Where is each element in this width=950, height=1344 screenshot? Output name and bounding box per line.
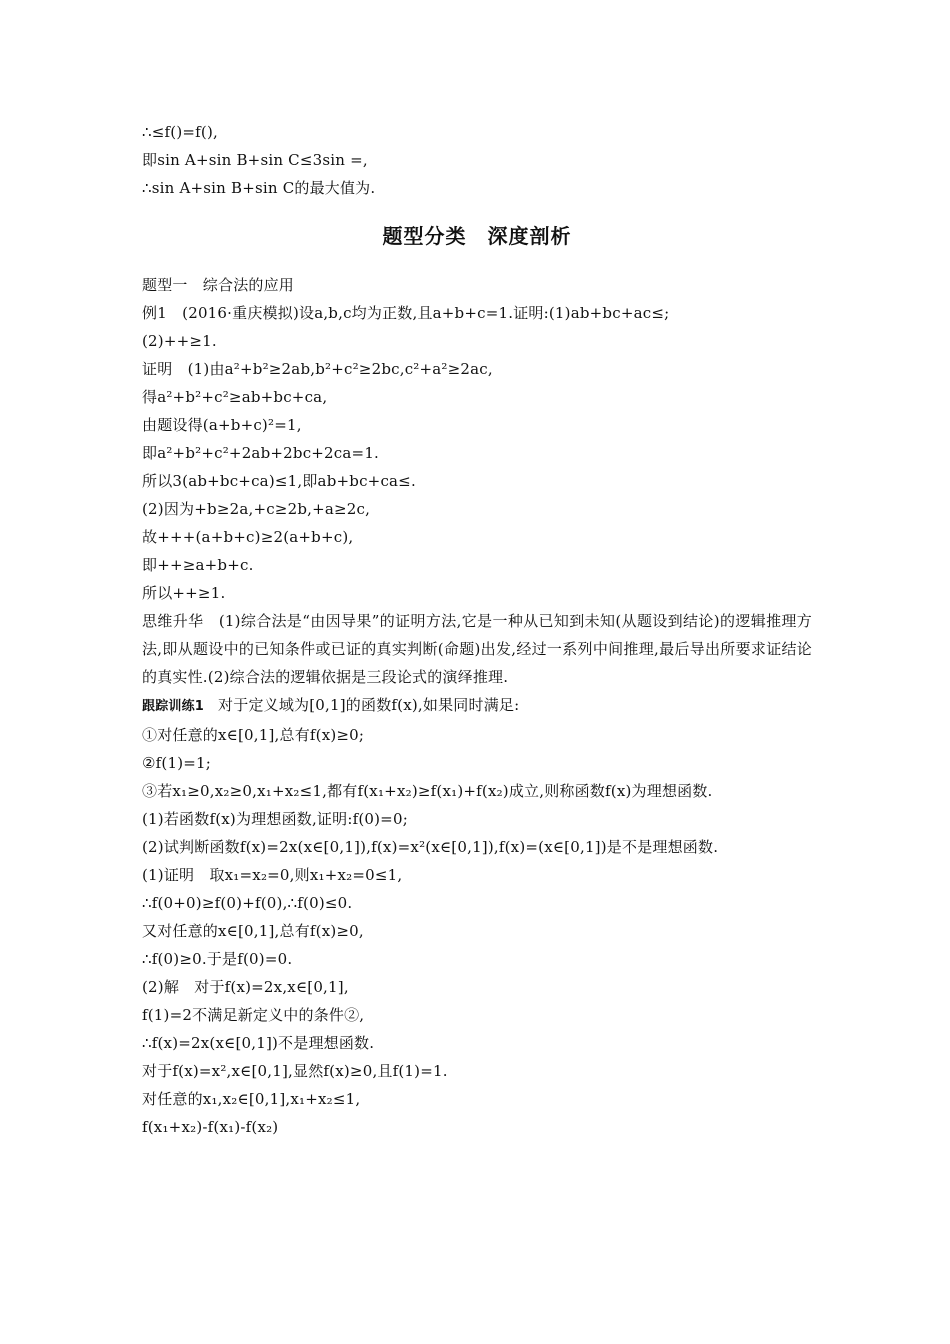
proof-line: 由题设得(a+b+c)²=1,: [142, 416, 302, 434]
solution-line: ∴f(x)=2x(x∈[0,1])不是理想函数.: [142, 1034, 375, 1052]
proof-line: 即a²+b²+c²+2ab+2bc+2ca=1.: [142, 444, 380, 462]
condition-line: ①对任意的x∈[0,1],总有f(x)≥0;: [142, 726, 365, 744]
solution-line: f(1)=2不满足新定义中的条件②,: [142, 1006, 365, 1024]
proof-line: 得a²+b²+c²≥ab+bc+ca,: [142, 388, 328, 406]
text-line: ∴sin A+sin B+sin C的最大值为.: [142, 179, 376, 197]
solution-line: 又对任意的x∈[0,1],总有f(x)≥0,: [142, 922, 364, 940]
proof-line: (2)因为+b≥2a,+c≥2b,+a≥2c,: [142, 500, 371, 518]
text-line: ∴≤f()=f(),: [142, 123, 218, 141]
subsection-heading: 题型一 综合法的应用: [142, 276, 295, 294]
condition-line: ②f(1)=1;: [142, 754, 212, 772]
summary-paragraph: 思维升华 (1)综合法是“由因导果”的证明方法,它是一种从已知到未知(从题设到结论)的逻辑推理方法,即从题设中的已知条件或已证的真实判断(命题)出发,经过一系列中间推理,最后导出所要求证结论的真实性.(2)综合法的逻辑依据是三段论式的演绎推理.: [142, 612, 812, 686]
condition-line: ③若x₁≥0,x₂≥0,x₁+x₂≤1,都有f(x₁+x₂)≥f(x₁)+f(x₂)成立,则称函数f(x)为理想函数.: [142, 782, 713, 800]
solution-line: ∴f(0+0)≥f(0)+f(0),∴f(0)≤0.: [142, 894, 353, 912]
exercise-label: 跟踪训练1: [142, 699, 205, 714]
solution-line: (2)解 对于f(x)=2x,x∈[0,1],: [142, 978, 349, 996]
solution-line: 对于f(x)=x²,x∈[0,1],显然f(x)≥0,且f(1)=1.: [142, 1062, 448, 1080]
solution-line: ∴f(0)≥0.于是f(0)=0.: [142, 950, 293, 968]
solution-line: 对任意的x₁,x₂∈[0,1],x₁+x₂≤1,: [142, 1090, 361, 1108]
proof-line: 证明 (1)由a²+b²≥2ab,b²+c²≥2bc,c²+a²≥2ac,: [142, 360, 493, 378]
proof-line: 所以++≥1.: [142, 584, 226, 602]
proof-line: 故+++(a+b+c)≥2(a+b+c),: [142, 528, 354, 546]
question-line: (2)试判断函数f(x)=2x(x∈[0,1]),f(x)=x²(x∈[0,1]),f(x)=(x∈[0,1])是不是理想函数.: [142, 838, 719, 856]
question-line: (1)若函数f(x)为理想函数,证明:f(0)=0;: [142, 810, 408, 828]
document-page: [142, 118, 812, 1141]
exercise-header: [142, 691, 812, 721]
solution-line: f(x₁+x₂)-f(x₁)-f(x₂): [142, 1118, 279, 1136]
proof-line: 所以3(ab+bc+ca)≤1,即ab+bc+ca≤.: [142, 472, 416, 490]
exercise-intro: 对于定义域为[0,1]的函数f(x),如果同时满足:: [218, 696, 520, 714]
text-line: (2)++≥1.: [142, 332, 217, 350]
proof-line: 即++≥a+b+c.: [142, 556, 254, 574]
solution-line: (1)证明 取x₁=x₂=0,则x₁+x₂=0≤1,: [142, 866, 403, 884]
example-statement: 例1 (2016·重庆模拟)设a,b,c均为正数,且a+b+c=1.证明:(1)ab+bc+ac≤;: [142, 304, 670, 322]
section-title: 题型分类 深度剖析: [382, 224, 572, 248]
text-line: 即sin A+sin B+sin C≤3sin =,: [142, 151, 368, 169]
